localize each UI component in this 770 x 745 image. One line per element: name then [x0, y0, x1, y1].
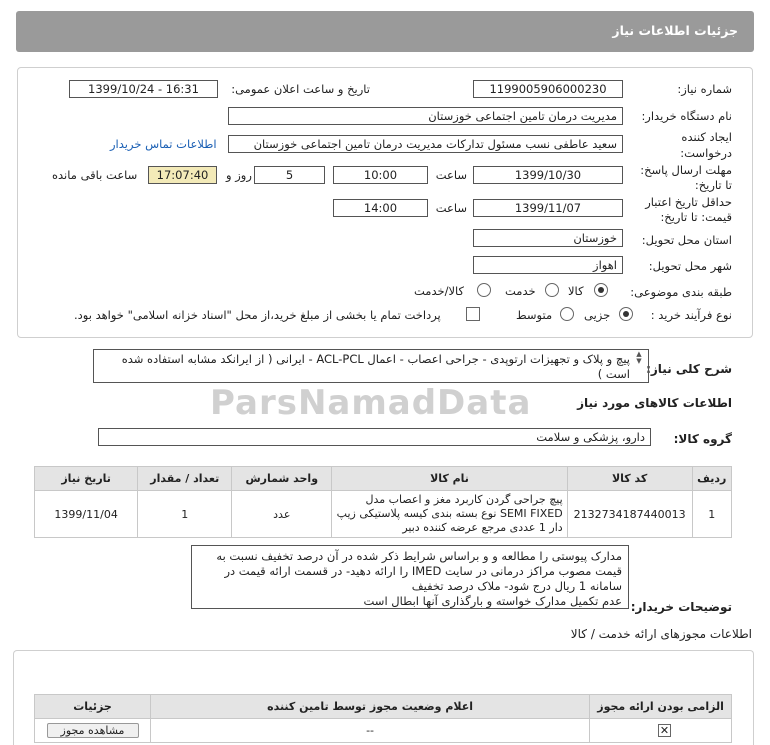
- watermark-logo: ParsNamadData: [210, 383, 532, 423]
- permit-status-cell: [150, 719, 589, 743]
- permit-required-cell: [590, 719, 732, 743]
- treasury-checkbox[interactable]: [466, 307, 480, 321]
- category-radio-service[interactable]: [545, 283, 559, 297]
- need-number-label: شماره نیاز:: [677, 82, 732, 96]
- deadline-time-field: 10:00: [333, 166, 428, 184]
- goods-table: [34, 466, 732, 538]
- summary-text-box: [93, 349, 649, 383]
- buyer-notes-line-1: مدارک پیوستی را مطالعه و و براساس شرایط ذکر شده در آن درصد تخفیف نسبت به قیمت مصوب مراکز درمانی در سایت IMED را ارائه دهید- در قسمت ارائه قیمت در سامانه 1 ریال درج شود- ملاک درصد تخفیف: [216, 549, 622, 593]
- remaining-time-field: 17:07:40: [148, 166, 217, 184]
- summary-scroll-icon[interactable]: ▲ ▼: [636, 350, 642, 365]
- col-row: ردیف: [692, 467, 731, 491]
- announce-label: تاریخ و ساعت اعلان عمومی:: [231, 82, 370, 96]
- col-permit-details: جزئیات: [35, 695, 151, 719]
- col-code: کد کالا: [567, 467, 692, 491]
- validity-time-field: 14:00: [333, 199, 428, 217]
- process-label: نوع فرآیند خرید :: [650, 308, 732, 322]
- permits-table: [34, 694, 732, 743]
- deadline-label: مهلت ارسال پاسخ: تا تاریخ:: [640, 163, 732, 192]
- validity-label: حداقل تاریخ اعتبار قیمت: تا تاریخ:: [645, 195, 732, 224]
- days-field: 5: [254, 166, 325, 184]
- col-date: تاریخ نیاز: [35, 467, 138, 491]
- announce-field: 1399/10/24 - 16:31: [69, 80, 218, 98]
- cell-code: 2132734187440013: [567, 491, 692, 538]
- category-radio-goods-service[interactable]: [477, 283, 491, 297]
- cell-qty: 1: [138, 491, 232, 538]
- category-option-service: خدمت: [505, 284, 536, 298]
- col-unit: واحد شمارش: [232, 467, 332, 491]
- goods-group-field: دارو، پزشکی و سلامت: [98, 428, 651, 446]
- deadline-time-label: ساعت: [435, 168, 467, 182]
- col-name: نام کالا: [332, 467, 567, 491]
- creator-field: سعید عاطفی نسب مسئول تدارکات مدیریت درمان تامین اجتماعی خوزستان: [228, 135, 623, 153]
- page-title: جزئیات اطلاعات نیاز: [612, 23, 738, 38]
- category-option-goods: کالا: [568, 284, 584, 298]
- creator-label: ایجاد کننده درخواست:: [680, 130, 732, 160]
- process-option-minor: جزیی: [584, 308, 611, 322]
- table-row: [35, 491, 732, 538]
- cell-name: پیچ جراحی گردن کاربرد مغز و اعصاب مدل SEMI FIXED نوع بسته بندی کیسه پلاستیکی زیپ دار 1 عددی مرجع عرضه کننده دبیر: [332, 491, 567, 538]
- page-header: [16, 11, 754, 52]
- goods-title: اطلاعات کالاهای مورد نیاز: [577, 396, 732, 410]
- summary-text: پیچ و پلاک و تجهیزات ارتوپدی - جراحی اعصاب - اعمال ACL-PCL - ایرانی ( از ایرانکد مشابه استفاده شده است ): [121, 352, 630, 381]
- category-option-goods-service: کالا/خدمت: [414, 284, 465, 298]
- days-label: روز و: [226, 168, 252, 182]
- summary-label: شرح کلی نیاز:: [646, 362, 732, 376]
- category-radio-goods[interactable]: [594, 283, 608, 297]
- province-field: خوزستان: [473, 229, 623, 247]
- payment-note: پرداخت تمام یا بخشی از مبلغ خرید،از محل "اسناد خزانه اسلامی" خواهد بود.: [74, 308, 441, 322]
- buyer-org-field: مدیریت درمان تامین اجتماعی خوزستان: [228, 107, 623, 125]
- permit-required-checkbox: ✕: [659, 724, 670, 738]
- buyer-notes-line-2: عدم تکمیل مدارک خواسته و بارگذاری آنها ابطال است: [363, 594, 622, 608]
- buyer-org-label: نام دستگاه خریدار:: [641, 109, 732, 123]
- process-option-medium: متوسط: [516, 308, 553, 322]
- validity-date-field: 1399/11/07: [473, 199, 623, 217]
- province-label: استان محل تحویل:: [641, 233, 732, 247]
- city-label: شهر محل تحویل:: [648, 259, 732, 273]
- validity-time-label: ساعت: [435, 201, 467, 215]
- goods-table-header: [35, 467, 732, 491]
- permit-status-value: --: [366, 724, 375, 737]
- col-permit-status: اعلام وضعیت مجوز توسط تامین کننده: [150, 695, 589, 719]
- cell-date: 1399/11/04: [35, 491, 138, 538]
- buyer-notes-box: [191, 545, 629, 609]
- col-permit-required: الزامی بودن ارائه مجوز: [590, 695, 732, 719]
- permits-title: اطلاعات مجوزهای ارائه خدمت / کالا: [570, 627, 752, 641]
- buyer-notes-label: توضیحات خریدار:: [630, 600, 732, 614]
- deadline-date-field: 1399/10/30: [473, 166, 623, 184]
- contact-link[interactable]: اطلاعات تماس خریدار: [110, 137, 217, 151]
- table-row: [35, 719, 732, 743]
- need-number-field: 1199005906000230: [473, 80, 623, 98]
- view-permit-button[interactable]: مشاهده مجوز: [47, 723, 139, 738]
- permits-table-header: [35, 695, 732, 719]
- permit-details-cell: [35, 719, 151, 743]
- city-field: اهواز: [473, 256, 623, 274]
- remaining-label: ساعت باقی مانده: [52, 168, 138, 182]
- category-label: طبقه بندی موضوعی:: [630, 285, 732, 299]
- process-radio-medium[interactable]: [560, 307, 574, 321]
- process-radio-minor[interactable]: [619, 307, 633, 321]
- goods-group-label: گروه کالا:: [673, 432, 732, 446]
- col-qty: تعداد / مقدار: [138, 467, 232, 491]
- cell-unit: عدد: [232, 491, 332, 538]
- cell-row: 1: [692, 491, 731, 538]
